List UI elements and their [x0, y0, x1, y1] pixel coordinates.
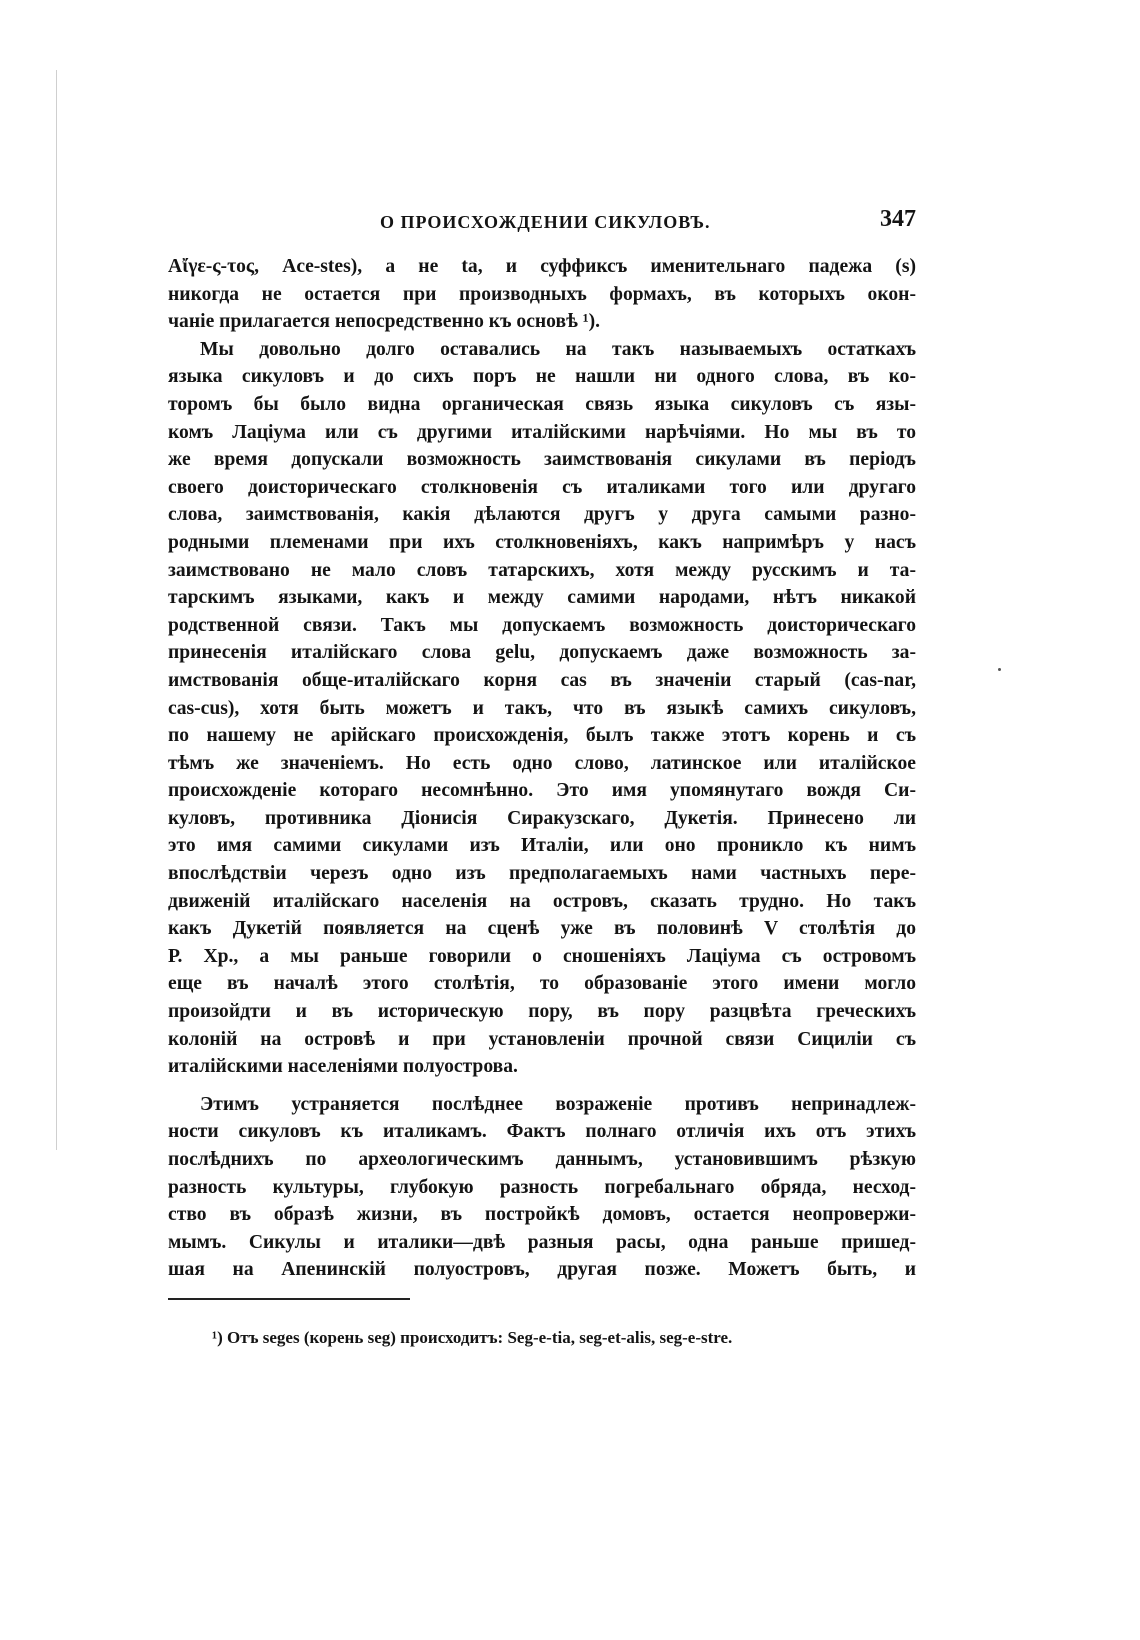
text-line: еще въ началѣ этого столѣтія, то образованіе этого имени могло — [168, 973, 916, 995]
text-line: ство въ образѣ жизни, въ постройкѣ домовъ, остается неопровержи- — [168, 1204, 916, 1226]
text-line: мымъ. Сикулы и италики—двѣ разныя расы, одна раньше пришед- — [168, 1231, 916, 1253]
text-line: Мы довольно долго оставались на такъ называемыхъ остаткахъ — [200, 338, 916, 360]
text-line: это имя самими сикулами изъ Италіи, или оно проникло къ нимъ — [168, 835, 916, 857]
text-line: языка сикуловъ и до сихъ поръ не нашли ни одного слова, въ ко- — [168, 366, 916, 388]
paragraph — [168, 253, 916, 336]
text-line: италійскими населеніями полуострова. — [168, 1056, 518, 1078]
footnote: ¹) Отъ seges (корень seg) происходитъ: Seg-e-tia, seg-et-alis, seg-e-stre. — [212, 1328, 733, 1347]
text-line: же время допускали возможность заимствованія сикулами въ періодъ — [168, 449, 916, 471]
text-line: торомъ бы было видна органическая связь языка сикуловъ съ язы- — [168, 393, 916, 415]
paragraph — [168, 336, 916, 1081]
text-line: родственной связи. Такъ мы допускаемъ возможность доисторическаго — [168, 614, 916, 636]
text-line: комъ Лаціума или съ другими италійскими нарѣчіями. Но мы въ то — [168, 421, 916, 443]
text-line: родными племенами при ихъ столкновеніяхъ, какъ напримѣръ у насъ — [168, 531, 916, 553]
text-line: Этимъ устраняется послѣднее возраженіе противъ непринадлеж- — [200, 1093, 916, 1115]
text-line: послѣднихъ по археологическимъ даннымъ, установившимъ рѣзкую — [168, 1149, 916, 1170]
text-line: Αἴγε-ς-τος, Ace-stes), а не ta, и суффиксъ именительнаго падежа (s) — [168, 256, 916, 277]
text-line: принесенія италійскаго слова gelu, допускаемъ даже возможность за- — [168, 642, 916, 664]
paragraph — [168, 1091, 916, 1284]
text-line: Р. Хр., а мы раньше говорили о сношеніяхъ Лаціума съ островомъ — [168, 945, 916, 967]
page-number: 347 — [880, 206, 916, 232]
text-line: тѣмъ же значеніемъ. Но есть одно слово, латинское или италійское — [168, 752, 916, 774]
text-line: произойдти и въ историческую пору, въ пору разцвѣта греческихъ — [168, 1001, 916, 1023]
text-line: чаніе прилагается непосредственно къ основѣ ¹). — [168, 311, 601, 333]
scan-edge-line — [56, 70, 57, 1150]
text-line: колоній на островѣ и при установленіи прочной связи Сициліи съ — [168, 1028, 916, 1050]
running-title: О ПРОИСХОЖДЕНИИ СИКУЛОВЪ. — [380, 212, 711, 232]
footnote-divider — [168, 1298, 410, 1300]
text-line: куловъ, противника Діонисія Сиракузскаго, Дукетія. Принесено ли — [168, 807, 916, 829]
paragraph-gap — [168, 1081, 916, 1091]
text-line: никогда не остается при производныхъ формахъ, въ которыхъ окон- — [168, 283, 916, 305]
text-line: движеній италійскаго населенія на островъ, сказать трудно. Но такъ — [168, 890, 916, 912]
text-line: заимствовано не мало словъ татарскихъ, хотя между русскимъ и та- — [168, 559, 916, 581]
page-header — [168, 206, 916, 240]
text-line: шая на Апенинскій полуостровъ, другая позже. Можетъ быть, и — [168, 1259, 916, 1281]
text-line: по нашему не арійскаго происхожденія, былъ также этотъ корень и съ — [168, 725, 916, 747]
text-line: какъ Дукетій появляется на сценѣ уже въ половинѣ V столѣтія до — [168, 918, 916, 940]
text-line: ности сикуловъ къ италикамъ. Фактъ полнаго отличія ихъ отъ этихъ — [168, 1121, 916, 1143]
body-text — [168, 253, 916, 1284]
scan-speck — [998, 668, 1001, 671]
text-line: своего доисторическаго столкновенія съ италиками того или другаго — [168, 476, 916, 498]
text-line: имствованія обще-италійскаго корня cas въ значеніи старый (cas-nar, — [168, 669, 916, 691]
text-line: слова, заимствованія, какія дѣлаются другъ у друга самыми разно- — [168, 504, 916, 526]
text-line: происхожденіе котораго несомнѣнно. Это имя упомянутаго вождя Си- — [168, 780, 916, 802]
text-line: cas-cus), хотя быть можетъ и такъ, что въ языкѣ самихъ сикуловъ, — [168, 697, 916, 719]
text-line: впослѣдствіи черезъ одно изъ предполагаемыхъ нами частныхъ пере- — [168, 863, 916, 885]
text-line: тарскимъ языками, какъ и между самими народами, нѣтъ никакой — [168, 587, 916, 609]
text-line: разность культуры, глубокую разность погребальнаго обряда, несход- — [168, 1176, 916, 1198]
